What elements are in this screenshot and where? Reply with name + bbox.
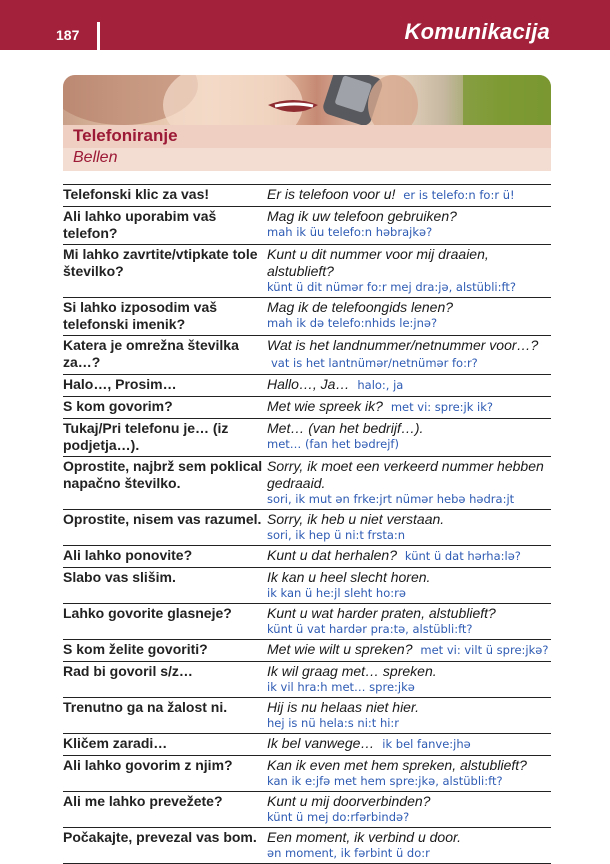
dutch-phrase-cell bbox=[267, 757, 551, 789]
section-header bbox=[63, 125, 551, 171]
phrase-row bbox=[63, 456, 551, 509]
pronunciation: kan ik e:jfə met hem spre:jkə, alstübli:ft? bbox=[267, 774, 503, 788]
phrase-row bbox=[63, 733, 551, 755]
dutch-phrase-cell bbox=[267, 299, 551, 333]
section-subtitle: Bellen bbox=[73, 149, 118, 166]
slovene-phrase: Trenutno ga na žalost ni. bbox=[63, 699, 228, 715]
dutch-phrase-cell bbox=[267, 208, 551, 242]
phrase-row bbox=[63, 206, 551, 244]
pronunciation: vat is het lantnümər/netnümər fo:r? bbox=[271, 356, 478, 370]
phrase-row bbox=[63, 418, 551, 456]
dutch-phrase: Kunt u dat herhalen? bbox=[267, 547, 397, 563]
phrase-row bbox=[63, 545, 551, 567]
dutch-phrase: Mag ik de telefoongids lenen? bbox=[267, 299, 454, 315]
phrase-row bbox=[63, 697, 551, 733]
dutch-phrase-cell bbox=[267, 511, 551, 543]
pronunciation: sori, ik hep ü ni:t frsta:n bbox=[267, 528, 406, 542]
dutch-phrase: Er is telefoon voor u! bbox=[267, 186, 396, 202]
slovene-phrase: Ali lahko uporabim vaš telefon? bbox=[63, 208, 217, 241]
phrase-row bbox=[63, 755, 551, 791]
slovene-phrase: Ali lahko govorim z njim? bbox=[63, 757, 233, 773]
slovene-phrase: Ali me lahko prevežete? bbox=[63, 793, 223, 809]
slovene-phrase: S kom želite govoriti? bbox=[63, 641, 208, 657]
phrase-row bbox=[63, 661, 551, 697]
phrase-row bbox=[63, 335, 551, 374]
dutch-phrase: Kan ik even met hem spreken, alstublieft? bbox=[267, 757, 527, 773]
dutch-phrase-cell bbox=[267, 569, 551, 601]
pronunciation: ən moment, ik fərbint ü do:r bbox=[267, 846, 430, 860]
dutch-phrase-cell bbox=[267, 398, 551, 416]
phrase-row bbox=[63, 567, 551, 603]
dutch-phrase: Wat is het landnummer/netnummer voor…? bbox=[267, 337, 539, 353]
dutch-phrase: Met… (van het bedrijf…). bbox=[267, 420, 424, 436]
dutch-phrase: Hij is nu helaas niet hier. bbox=[267, 699, 420, 715]
dutch-phrase-cell bbox=[267, 793, 551, 825]
pronunciation: mah ik üu telefo:n həbrajkə? bbox=[267, 225, 433, 239]
slovene-phrase: Tukaj/Pri telefonu je… (iz podjetja…). bbox=[63, 420, 229, 453]
slovene-phrase: Lahko govorite glasneje? bbox=[63, 605, 232, 621]
phrase-row bbox=[63, 396, 551, 418]
pronunciation: hej is nü hela:s ni:t hi:r bbox=[267, 716, 400, 730]
pronunciation: sori, ik mut ən frke:jrt nümər hebə hədra:jt bbox=[267, 492, 515, 506]
dutch-phrase-cell bbox=[267, 735, 551, 753]
dutch-phrase: Een moment, ik verbind u door. bbox=[267, 829, 462, 845]
dutch-phrase: Ik kan u heel slecht horen. bbox=[267, 569, 431, 585]
dutch-phrase-cell bbox=[267, 547, 551, 565]
slovene-phrase: Kličem zaradi… bbox=[63, 735, 168, 751]
phrase-row bbox=[63, 374, 551, 396]
dutch-phrase: Kunt u dit nummer voor mij draaien, alstublieft? bbox=[267, 246, 489, 279]
slovene-phrase: Telefonski klic za vas! bbox=[63, 186, 210, 202]
pronunciation: met vi: vilt ü spre:jkə? bbox=[420, 643, 549, 657]
dutch-phrase: Ik bel vanwege… bbox=[267, 735, 375, 751]
dutch-phrase-cell bbox=[267, 337, 551, 372]
dutch-phrase: Mag ik uw telefoon gebruiken? bbox=[267, 208, 457, 224]
pronunciation: halo:, ja bbox=[357, 378, 404, 392]
slovene-phrase: Mi lahko zavrtite/vtipkate tole številko? bbox=[63, 246, 258, 279]
section-title: Telefoniranje bbox=[73, 126, 178, 145]
dutch-phrase: Met wie wilt u spreken? bbox=[267, 641, 413, 657]
dutch-phrase-cell bbox=[267, 605, 551, 637]
pronunciation: ik bel fanve:jhə bbox=[382, 737, 471, 751]
pronunciation: ik vil hra:h met… spre:jkə bbox=[267, 680, 415, 694]
dutch-phrase-cell bbox=[267, 663, 551, 695]
dutch-phrase-cell bbox=[267, 186, 551, 204]
phrase-row bbox=[63, 791, 551, 827]
dutch-phrase-cell bbox=[267, 641, 551, 659]
dutch-phrase-cell bbox=[267, 458, 551, 507]
phrase-row bbox=[63, 827, 551, 864]
pronunciation: künt ü vat hardər pra:tə, alstübli:ft? bbox=[267, 622, 473, 636]
pronunciation: mah ik də telefo:nhids le:jnə? bbox=[267, 316, 438, 330]
pronunciation: met… (fan het bədrejf) bbox=[267, 437, 399, 451]
slovene-phrase: Ali lahko ponovite? bbox=[63, 547, 193, 563]
dutch-phrase: Kunt u wat harder praten, alstublieft? bbox=[267, 605, 496, 621]
pronunciation: künt ü dit nümər fo:r mej dra:jə, alstübli:ft? bbox=[267, 280, 516, 294]
slovene-phrase: Rad bi govoril s/z… bbox=[63, 663, 193, 679]
dutch-phrase: Hallo…, Ja… bbox=[267, 376, 350, 392]
phrase-row bbox=[63, 297, 551, 335]
phrase-row bbox=[63, 603, 551, 639]
phone-call-photo bbox=[63, 75, 551, 125]
dutch-phrase-cell bbox=[267, 246, 551, 295]
slovene-phrase: S kom govorim? bbox=[63, 398, 173, 414]
dutch-phrase: Ik wil graag met… spreken. bbox=[267, 663, 437, 679]
dutch-phrase: Sorry, ik moet een verkeerd nummer hebben gedraaid. bbox=[267, 458, 544, 491]
slovene-phrase: Halo…, Prosim… bbox=[63, 376, 177, 392]
pronunciation: met vi: spre:jk ik? bbox=[390, 400, 493, 414]
dutch-phrase-cell bbox=[267, 420, 551, 454]
slovene-phrase: Katera je omrežna številka za…? bbox=[63, 337, 239, 370]
dutch-phrase: Kunt u mij doorverbinden? bbox=[267, 793, 431, 809]
dutch-phrase-cell bbox=[267, 376, 551, 394]
phrase-row bbox=[63, 639, 551, 661]
dutch-phrase-cell bbox=[267, 829, 551, 861]
slovene-phrase: Oprostite, nisem vas razumel. bbox=[63, 511, 262, 527]
phrase-row bbox=[63, 244, 551, 297]
pronunciation: ik kan ü he:jl sleht ho:rə bbox=[267, 586, 406, 600]
phrase-row bbox=[63, 184, 551, 206]
header-photo bbox=[63, 75, 551, 125]
pronunciation: er is telefo:n fo:r ü! bbox=[403, 188, 515, 202]
slovene-phrase: Si lahko izposodim vaš telefonski imenik? bbox=[63, 299, 218, 332]
header-divider bbox=[97, 22, 100, 50]
slovene-phrase: Slabo vas slišim. bbox=[63, 569, 176, 585]
page-number: 187 bbox=[56, 27, 80, 43]
dutch-phrase-cell bbox=[267, 699, 551, 731]
phrase-row bbox=[63, 509, 551, 545]
dutch-phrase: Met wie spreek ik? bbox=[267, 398, 383, 414]
pronunciation: künt ü dat hərha:lə? bbox=[404, 549, 521, 563]
phrase-table bbox=[63, 184, 551, 864]
chapter-title: Komunikacija bbox=[404, 19, 550, 44]
dutch-phrase: Sorry, ik heb u niet verstaan. bbox=[267, 511, 445, 527]
pronunciation: künt ü mej do:rfərbində? bbox=[267, 810, 410, 824]
slovene-phrase: Oprostite, najbrž sem poklical napačno številko. bbox=[63, 458, 263, 491]
slovene-phrase: Počakajte, prevezal vas bom. bbox=[63, 829, 257, 845]
